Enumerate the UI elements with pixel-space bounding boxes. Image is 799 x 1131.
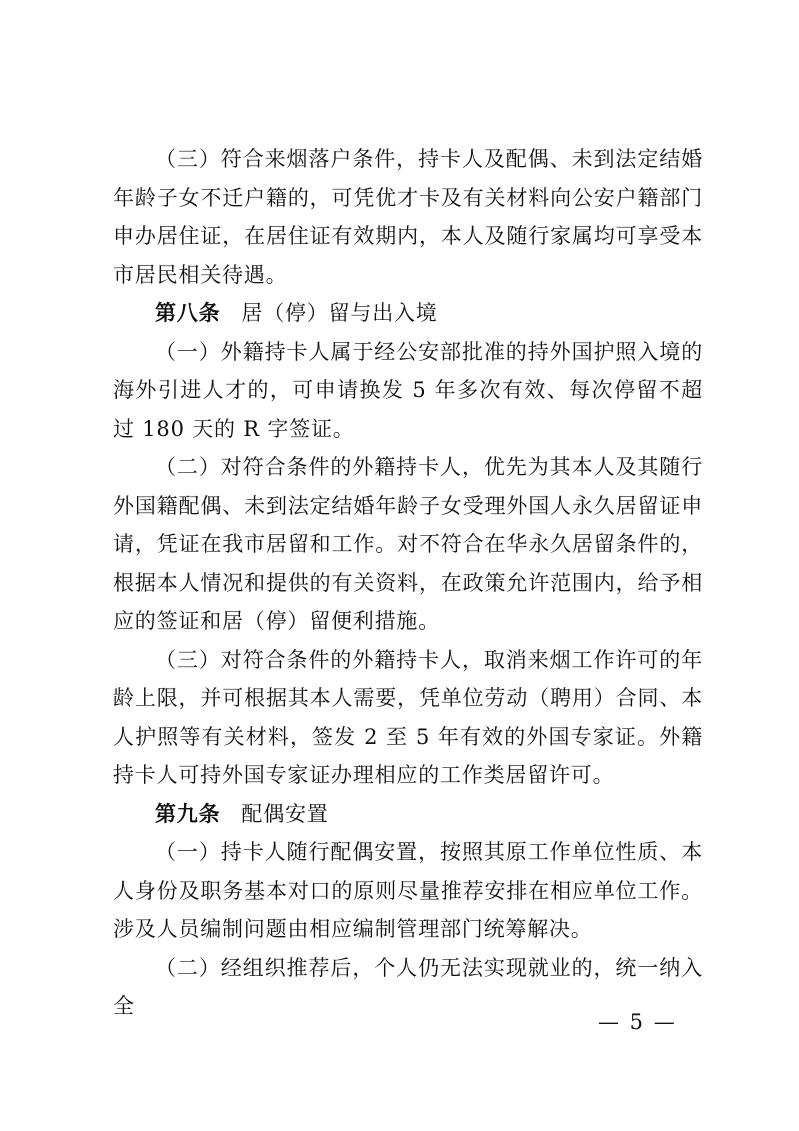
article-number: 第九条 [155,801,221,826]
article-9-heading [113,795,703,834]
paragraph-expert-certificate: （三）对符合条件的外籍持卡人，取消来烟工作许可的年龄上限，并可根据其本人需要，凭单位劳动（聘用）合同、本人护照等有关材料，签发 2 至 5 年有效的外国专家证。外籍持卡人可持外国专家证办理相应的工作类居留许可。 [113,647,703,787]
paragraph-r-visa: （一）外籍持卡人属于经公安部批准的持外国护照入境的海外引进人才的，可申请换发 5 年多次有效、每次停留不超过 180 天的 R 字签证。 [113,339,703,441]
article-8-heading [113,294,703,333]
article-title: 配偶安置 [241,801,329,826]
paragraph-permanent-residence: （二）对符合条件的外籍持卡人，优先为其本人及其随行外国籍配偶、未到法定结婚年龄子女受理外国人永久居留证申请，凭证在我市居留和工作。对不符合在华永久居留条件的，根据本人情况和提供的有关资料，在政策允许范围内，给予相应的签证和居（停）留便利措施。 [113,455,703,633]
paragraph-spouse-placement: （一）持卡人随行配偶安置，按照其原工作单位性质、本人身份及职务基本对口的原则尽量推荐安排在相应单位工作。涉及人员编制问题由相应编制管理部门统筹解决。 [113,840,703,941]
document-body [113,140,703,1026]
article-number: 第八条 [155,301,221,325]
article-title: 居（停）留与出入境 [241,301,438,325]
paragraph-employment-fallback: （二）经组织推荐后，个人仍无法实现就业的，统一纳入全 [113,955,703,1018]
page-number: — 5 — [598,1010,677,1034]
paragraph-residence-permit: （三）符合来烟落户条件，持卡人及配偶、未到法定结婚年龄子女不迁户籍的，可凭优才卡及有关材料向公安户籍部门申办居住证，在居住证有效期内，本人及随行家属均可享受本市居民相关待遇。 [113,147,703,287]
